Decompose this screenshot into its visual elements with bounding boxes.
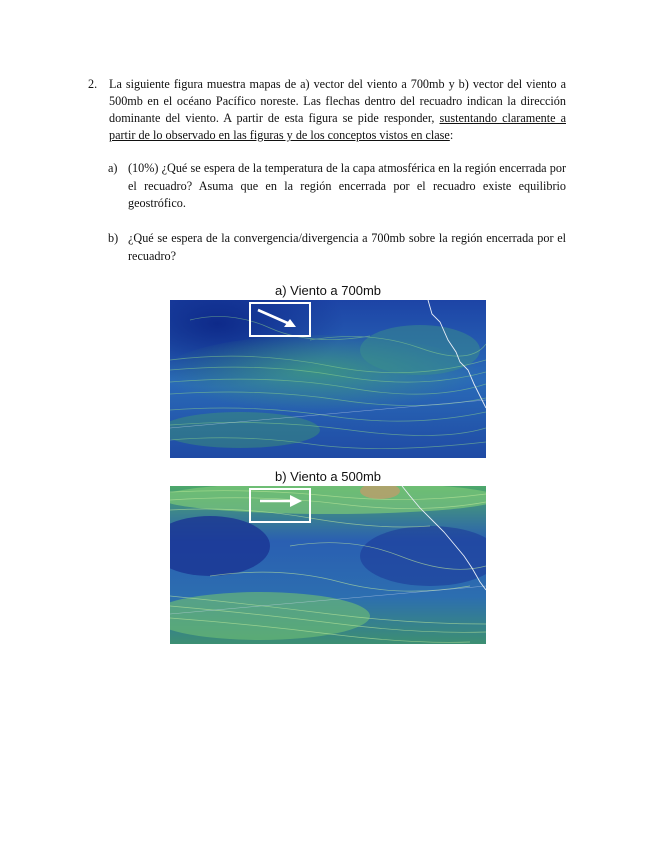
subquestion-a-text: (10%) ¿Qué se espera de la temperatura de la capa atmosférica en la región encerrada por el recuadro? Asuma que en la región encerrada por el recuadro existe equilibrio geostrófico. [128, 161, 566, 210]
subquestion-b-label: b) [108, 231, 119, 245]
question-number: 2. [88, 77, 98, 91]
figure-a-caption: a) Viento a 700mb [275, 283, 381, 298]
question-text-main: La siguiente figura muestra mapas de a) vector del viento a 700mb y b) vector del viento a 500mb en el océano Pacífico noreste. Las flechas dentro del recuadro indican la dirección dominante del viento. A partir de esta figura se pide responder, [109, 77, 566, 125]
question-text-underlined: sustentando claramente a partir de lo observado en las figuras y de los conceptos vistos en clase [109, 111, 566, 142]
question-2 [88, 76, 566, 144]
question-text [109, 76, 566, 144]
subquestion-a [108, 160, 566, 213]
wind-map-500mb [170, 486, 486, 644]
figure-b-map [170, 486, 486, 644]
question-text-end: : [449, 128, 454, 142]
wind-map-700mb [170, 300, 486, 458]
subquestion-a-label: a) [108, 161, 118, 175]
subquestion-b [108, 230, 566, 265]
figure-a-map [170, 300, 486, 458]
figure-b-caption: b) Viento a 500mb [275, 469, 381, 484]
subquestion-b-text: ¿Qué se espera de la convergencia/divergencia a 700mb sobre la región encerrada por el recuadro? [128, 231, 566, 263]
